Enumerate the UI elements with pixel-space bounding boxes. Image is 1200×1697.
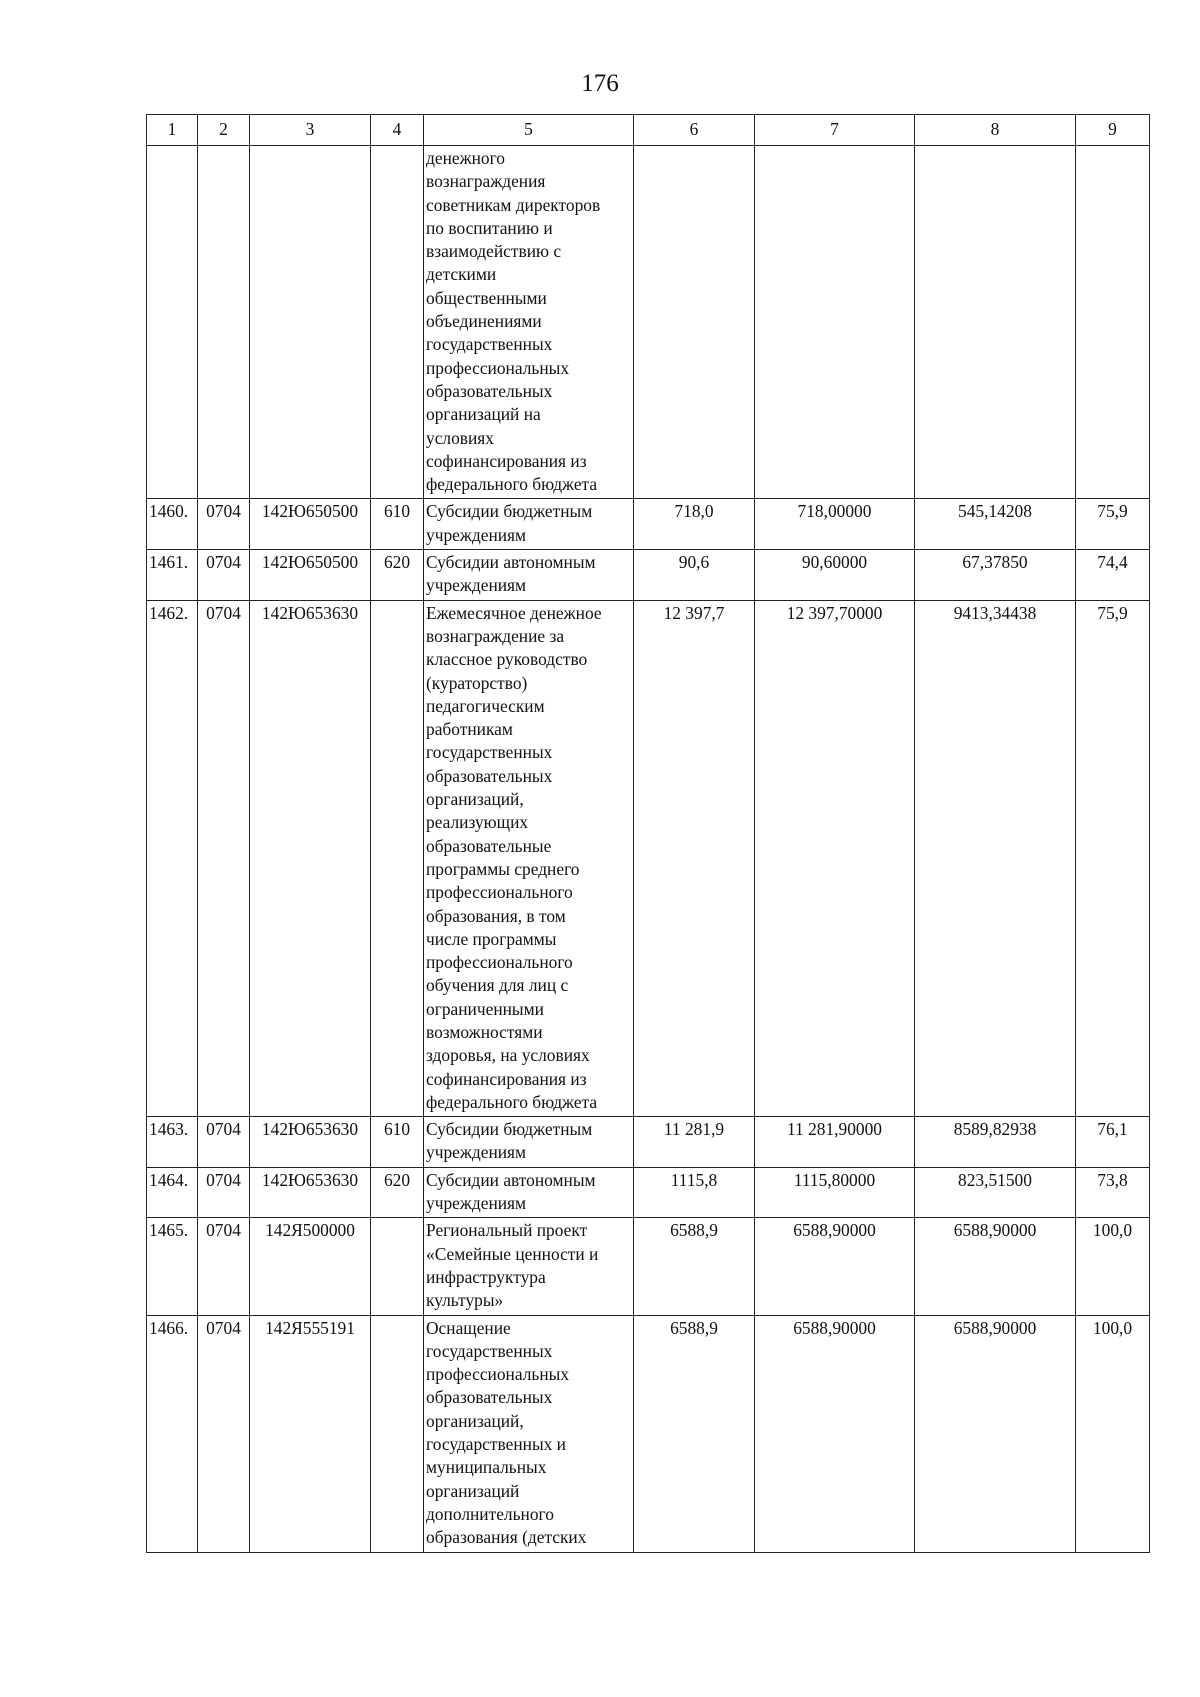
description-line: муниципальных [426, 1457, 547, 1478]
description-line: образовательных [426, 765, 553, 786]
description-line: образовательные [426, 835, 552, 856]
description-cell [424, 1218, 634, 1315]
target-article-cell: 142Ю653630 [250, 1167, 371, 1218]
table-body [147, 146, 1150, 1553]
description-line: (кураторство) [426, 672, 528, 693]
description-line: организаций [426, 1480, 520, 1501]
expense-type-cell [371, 1218, 424, 1315]
description-line: взаимодействию с [426, 241, 562, 262]
description-line: профессионального [426, 882, 573, 903]
table-row [147, 550, 1150, 601]
section-code-cell: 0704 [198, 499, 250, 550]
description-cell [424, 1117, 634, 1168]
table-row [147, 600, 1150, 1117]
description-line: Ежемесячное денежное [426, 602, 602, 623]
target-article-cell: 142Я555191 [250, 1315, 371, 1552]
table-row [147, 1167, 1150, 1218]
execution-percent-cell: 74,4 [1076, 550, 1150, 601]
execution-percent-cell: 73,8 [1076, 1167, 1150, 1218]
target-article-cell: 142Ю653630 [250, 600, 371, 1117]
target-article-cell [250, 146, 371, 499]
description-cell [424, 1315, 634, 1552]
expense-type-cell [371, 146, 424, 499]
description-line: классное руководство [426, 649, 588, 670]
column-header: 5 [424, 115, 634, 146]
target-article-cell: 142Ю653630 [250, 1117, 371, 1168]
description-line: государственных [426, 334, 553, 355]
target-article-cell: 142Ю650500 [250, 550, 371, 601]
execution-percent-cell: 100,0 [1076, 1218, 1150, 1315]
description-line: софинансирования из [426, 1068, 587, 1089]
description-line: образовательных [426, 380, 553, 401]
description-line: инфраструктура [426, 1266, 546, 1287]
approved-amount-cell: 718,0 [634, 499, 755, 550]
row-number-cell: 1463. [147, 1117, 198, 1168]
description-line: советникам директоров [426, 194, 601, 215]
description-line: «Семейные ценности и [426, 1243, 599, 1264]
executed-amount-cell: 6588,90000 [915, 1315, 1076, 1552]
description-line: федерального бюджета [426, 1091, 598, 1112]
table-row [147, 1315, 1150, 1552]
column-header: 6 [634, 115, 755, 146]
target-article-cell: 142Ю650500 [250, 499, 371, 550]
description-line: Оснащение [426, 1317, 511, 1338]
description-line: вознаграждение за [426, 625, 565, 646]
description-line: вознаграждения [426, 171, 546, 192]
section-code-cell: 0704 [198, 1167, 250, 1218]
expense-type-cell: 620 [371, 550, 424, 601]
description-line: учреждениям [426, 524, 527, 545]
description-line: федерального бюджета [426, 474, 598, 495]
description-line: здоровья, на условиях [426, 1045, 590, 1066]
executed-amount-cell: 8589,82938 [915, 1117, 1076, 1168]
executed-amount-cell: 67,37850 [915, 550, 1076, 601]
expense-type-cell [371, 1315, 424, 1552]
description-line: образовательных [426, 1387, 553, 1408]
description-line: организаций на [426, 404, 541, 425]
row-number-cell [147, 146, 198, 499]
table-row [147, 146, 1150, 499]
approved-amount-cell: 6588,9 [634, 1315, 755, 1552]
executed-amount-cell: 823,51500 [915, 1167, 1076, 1218]
description-line: профессиональных [426, 1364, 570, 1385]
description-line: учреждениям [426, 1193, 527, 1214]
approved-amount-cell: 1115,8 [634, 1167, 755, 1218]
description-line: по воспитанию и [426, 217, 553, 238]
row-number-cell: 1461. [147, 550, 198, 601]
description-line: профессионального [426, 952, 573, 973]
description-line: профессиональных [426, 357, 570, 378]
section-code-cell [198, 146, 250, 499]
description-line: учреждениям [426, 575, 527, 596]
description-line: государственных и [426, 1434, 566, 1455]
description-line: обучения для лиц с [426, 975, 569, 996]
description-line: программы среднего [426, 858, 580, 879]
description-line: учреждениям [426, 1142, 527, 1163]
description-line: числе программы [426, 928, 557, 949]
description-line: общественными [426, 287, 547, 308]
description-line: Субсидии автономным [426, 552, 596, 573]
description-line: Региональный проект [426, 1220, 588, 1241]
target-article-cell: 142Я500000 [250, 1218, 371, 1315]
description-line: культуры» [426, 1290, 504, 1311]
description-line: организаций, [426, 1410, 524, 1431]
column-header: 7 [755, 115, 915, 146]
description-line: денежного [426, 148, 506, 168]
description-cell [424, 1167, 634, 1218]
row-number-cell: 1462. [147, 600, 198, 1117]
approved-amount-cell: 11 281,9 [634, 1117, 755, 1168]
description-line: педагогическим [426, 695, 545, 716]
executed-amount-cell: 9413,34438 [915, 600, 1076, 1117]
executed-amount-cell: 545,14208 [915, 499, 1076, 550]
approved-amount-cell: 12 397,7 [634, 600, 755, 1117]
description-cell [424, 146, 634, 499]
description-cell [424, 550, 634, 601]
section-code-cell: 0704 [198, 600, 250, 1117]
expense-type-cell [371, 600, 424, 1117]
table-row [147, 1117, 1150, 1168]
table-row [147, 499, 1150, 550]
execution-percent-cell: 75,9 [1076, 499, 1150, 550]
description-line: детскими [426, 264, 497, 285]
expense-type-cell: 620 [371, 1167, 424, 1218]
section-code-cell: 0704 [198, 1218, 250, 1315]
column-header: 1 [147, 115, 198, 146]
refined-amount-cell: 6588,90000 [755, 1218, 915, 1315]
refined-amount-cell: 11 281,90000 [755, 1117, 915, 1168]
column-header: 3 [250, 115, 371, 146]
executed-amount-cell: 6588,90000 [915, 1218, 1076, 1315]
refined-amount-cell: 90,60000 [755, 550, 915, 601]
description-cell [424, 499, 634, 550]
description-line: реализующих [426, 812, 529, 833]
refined-amount-cell: 1115,80000 [755, 1167, 915, 1218]
description-line: ограниченными [426, 998, 544, 1019]
approved-amount-cell: 6588,9 [634, 1218, 755, 1315]
section-code-cell: 0704 [198, 1315, 250, 1552]
column-header: 4 [371, 115, 424, 146]
description-line: возможностями [426, 1021, 543, 1042]
executed-amount-cell [915, 146, 1076, 499]
table-header-row [147, 115, 1150, 146]
table-row [147, 1218, 1150, 1315]
description-line: государственных [426, 742, 553, 763]
description-line: образования, в том [426, 905, 566, 926]
page-number: 176 [581, 70, 619, 97]
expense-type-cell: 610 [371, 1117, 424, 1168]
column-header: 9 [1076, 115, 1150, 146]
description-line: объединениями [426, 311, 542, 332]
execution-percent-cell: 76,1 [1076, 1117, 1150, 1168]
refined-amount-cell: 718,00000 [755, 499, 915, 550]
row-number-cell: 1465. [147, 1218, 198, 1315]
refined-amount-cell [755, 146, 915, 499]
execution-percent-cell: 100,0 [1076, 1315, 1150, 1552]
execution-percent-cell: 75,9 [1076, 600, 1150, 1117]
expense-type-cell: 610 [371, 499, 424, 550]
description-line: Субсидии бюджетным [426, 1119, 593, 1140]
approved-amount-cell [634, 146, 755, 499]
budget-table [146, 114, 1150, 1553]
refined-amount-cell: 12 397,70000 [755, 600, 915, 1117]
description-line: софинансирования из [426, 450, 587, 471]
section-code-cell: 0704 [198, 1117, 250, 1168]
column-header: 2 [198, 115, 250, 146]
description-line: государственных [426, 1340, 553, 1361]
description-line: условиях [426, 427, 495, 448]
row-number-cell: 1460. [147, 499, 198, 550]
description-line: Субсидии автономным [426, 1169, 596, 1190]
approved-amount-cell: 90,6 [634, 550, 755, 601]
refined-amount-cell: 6588,90000 [755, 1315, 915, 1552]
row-number-cell: 1466. [147, 1315, 198, 1552]
description-line: Субсидии бюджетным [426, 501, 593, 522]
column-header: 8 [915, 115, 1076, 146]
section-code-cell: 0704 [198, 550, 250, 601]
description-line: организаций, [426, 789, 524, 810]
description-line: работникам [426, 719, 513, 740]
execution-percent-cell [1076, 146, 1150, 499]
description-line: дополнительного [426, 1503, 554, 1524]
row-number-cell: 1464. [147, 1167, 198, 1218]
description-cell [424, 600, 634, 1117]
description-line: образования (детских [426, 1527, 587, 1548]
